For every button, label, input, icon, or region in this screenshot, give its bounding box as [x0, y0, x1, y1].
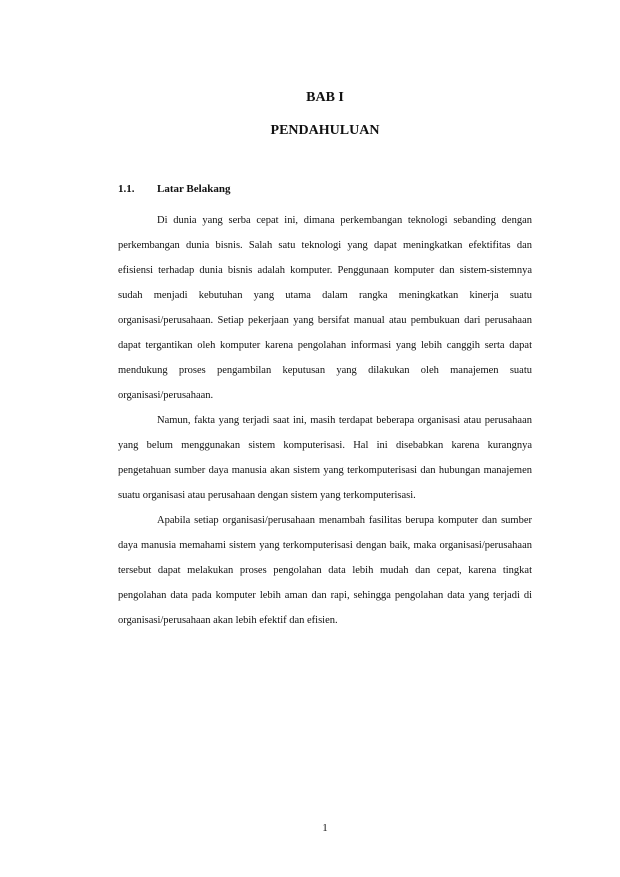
- section-number: 1.1.: [118, 183, 135, 195]
- chapter-title: PENDAHULUAN: [270, 123, 380, 138]
- section-title: Latar Belakang: [157, 183, 231, 195]
- paragraph-1: Di dunia yang serba cepat ini, dimana perkembangan teknologi sebanding dengan perkembangan dunia bisnis. Salah satu teknologi yang dapat meningkatkan efektifitas dan efisiensi terhadap dunia bisnis adalah komputer. Penggunaan komputer dan sistem-sistemnya sudah menjadi kebutuhan yang utama dalam rangka meningkatkan kinerja suatu organisasi/perusahaan. Setiap pekerjaan yang bersifat manual atau pembukuan dari perusahaan dapat tergantikan oleh komputer karena pengolahan informasi yang lebih canggih serta dapat mendukung proses pengambilan keputusan yang dilakukan oleh manajemen suatu organisasi/perusahaan.: [118, 215, 532, 401]
- page-number: 1: [322, 822, 328, 834]
- paragraph-3: Apabila setiap organisasi/perusahaan menambah fasilitas berupa komputer dan sumber daya manusia memahami sistem yang terkomputerisasi dengan baik, maka organisasi/perusahaan tersebut dapat melakukan proses pengolahan data lebih mudah dan cepat, karena tingkat pengolahan data pada komputer lebih aman dan rapi, sehingga pengolahan data yang terjadi di organisasi/perusahaan akan lebih efektif dan efisien.: [118, 515, 532, 626]
- paragraph-2: Namun, fakta yang terjadi saat ini, masih terdapat beberapa organisasi atau perusahaan yang belum menggunakan sistem komputerisasi. Hal ini disebabkan karena kurangnya pengetahuan sumber daya manusia akan sistem yang terkomputerisasi dan hubungan manajemen suatu organisasi atau perusahaan dengan sistem yang terkomputerisasi.: [118, 415, 532, 501]
- body-text: [118, 208, 532, 633]
- chapter-number: BAB I: [306, 90, 344, 105]
- section-heading: [118, 183, 532, 195]
